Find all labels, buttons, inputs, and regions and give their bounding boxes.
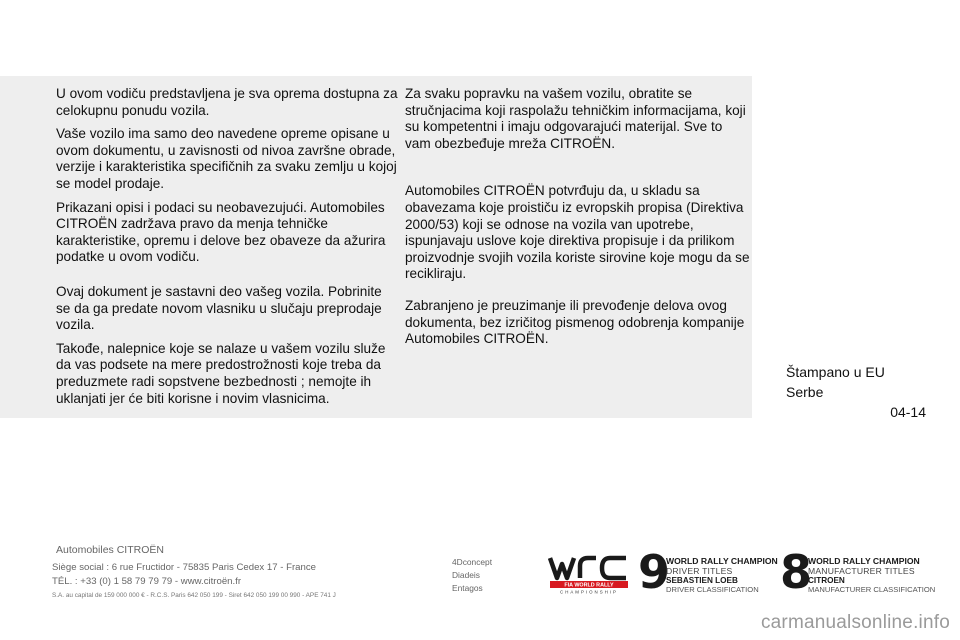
badge-line: WORLD RALLY CHAMPION: [666, 556, 778, 566]
paragraph: U ovom vodiču predstavljena je sva oprema dostupna za celokupnu ponudu vozila.: [56, 86, 398, 118]
wrc-logo-icon: [548, 554, 630, 594]
company-legal: S.A. au capital de 159 000 000 € - R.C.S. Paris 642 050 199 - Siret 642 050 199 00 990 - APE 741 J: [52, 592, 336, 599]
language-label: Serbe: [786, 384, 824, 400]
badge-line: SEBASTIEN LOEB: [666, 576, 738, 585]
paragraph: Za svaku popravku na vašem vozilu, obratite se stručnjacima koji raspolažu tehničkim informacijama, koji su kompetentni i imaju odgovarajući materijal. Sve to vam obezbeđuje mreža CITROËN.: [405, 86, 746, 151]
wrc-sub: CHAMPIONSHIP: [560, 589, 618, 594]
paragraph: Ovaj dokument je sastavni deo vašeg vozila. Pobrinite se da ga predate novom vlasniku u slučaju preprodaje vozila.: [56, 283, 382, 333]
credit-item: 4Dconcept: [452, 557, 493, 567]
company-address: Siège social : 6 rue Fructidor - 75835 Paris Cedex 17 - France: [52, 562, 316, 573]
rally-logos: [548, 545, 936, 599]
credits-list: [452, 556, 492, 595]
paragraph: Vaše vozilo ima samo deo navedene opreme opisane u ovom dokumentu, u zavisnosti od nivoa završne obrade, verzije i karakteristika specifičnih za svaku zemlju u kojoj se model prodaje.: [56, 126, 397, 191]
paragraph: Automobiles CITROËN potvrđuju da, u skladu sa obavezama koje proističu iz evropskih propisa (Direktiva 2000/53) koji se odnose na vozila van upotrebe, ispunjavaju uslove koje direktiva propisuje i da prilikom proizvodnje svojih vozila koriste sirovine koje mogu da se recikliraju.: [405, 183, 750, 282]
driver-titles-badge: [638, 545, 778, 599]
manufacturer-titles-badge: [780, 545, 936, 599]
driver-titles-number: 9: [638, 545, 671, 599]
credit-item: Entagos: [452, 583, 483, 593]
page-code: 04-14: [890, 404, 926, 420]
paragraph: Prikazani opisi i podaci su neobavezujući. Automobiles CITROËN zadržava pravo da menja tehničke karakteristike, opremu i delove bez obaveze da ažurira podatke u ovom vodiču.: [56, 199, 386, 265]
printed-in-label: Štampano u EU: [786, 364, 885, 380]
badge-line: CITROEN: [808, 576, 845, 585]
badge-line: WORLD RALLY CHAMPION: [808, 556, 920, 566]
wrc-caption: FIA WORLD RALLY: [564, 582, 614, 589]
company-name: Automobiles CITROËN: [56, 544, 164, 556]
company-phone: TÉL. : +33 (0) 1 58 79 79 79 - www.citroën.fr: [52, 576, 242, 587]
right-text-column: [405, 86, 750, 348]
paragraph: Zabranjeno je preuzimanje ili prevođenje delova ovog dokumenta, bez izričitog pismenog odobrenja kompanije Automobiles CITROËN.: [405, 297, 745, 347]
credit-item: Diadeis: [452, 570, 480, 580]
badge-line: DRIVER CLASSIFICATION: [666, 585, 759, 594]
manufacturer-titles-number: 8: [780, 545, 813, 599]
badge-line: DRIVER TITLES: [666, 566, 733, 576]
badge-line: MANUFACTURER CLASSIFICATION: [808, 585, 936, 594]
paragraph: Takođe, nalepnice koje se nalaze u vašem vozilu služe da vas podsete na mere predostrožnosti koje treba da preduzmete radi sopstvene bezbednosti ; nemojte ih uklanjati jer će biti korisne i novim vlasnicima.: [56, 340, 386, 406]
watermark: carmanualsonline.info: [760, 612, 950, 633]
left-text-column: [56, 86, 398, 407]
badge-line: MANUFACTURER TITLES: [808, 566, 915, 576]
